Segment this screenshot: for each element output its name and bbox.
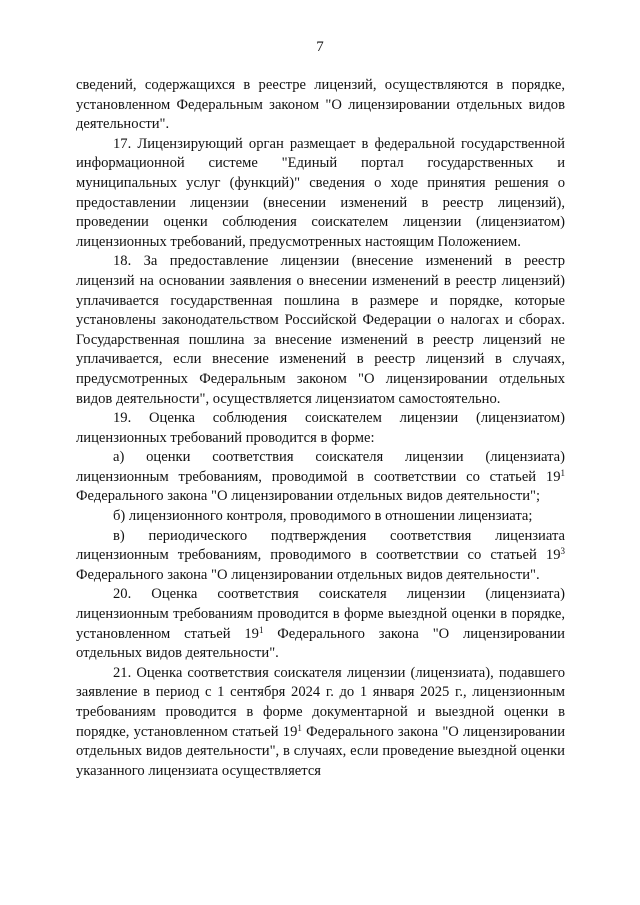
paragraph-21 (76, 664, 565, 782)
paragraph-19-v-tail: Федерального закона "О лицензировании отдельных видов деятельности". (76, 566, 540, 583)
paragraph-20 (76, 585, 565, 663)
paragraph-19-a (76, 448, 565, 507)
article-superscript: 1 (560, 467, 565, 478)
paragraph-19-v-text: в) периодического подтверждения соответствия лицензиата лицензионным требованиям, проводимого в соответствии со статьей 19 (76, 527, 565, 564)
paragraph-19: 19. Оценка соблюдения соискателем лицензии (лицензиатом) лицензионных требований проводится в форме: (76, 410, 565, 446)
paragraph-continuation: сведений, содержащихся в реестре лицензий, осуществляются в порядке, установленном Федеральным законом "О лицензировании отдельных видов деятельности". (76, 77, 565, 133)
page-number: 7 (316, 39, 324, 55)
paragraph-19-a-tail: Федерального закона "О лицензировании отдельных видов деятельности"; (76, 488, 541, 505)
document-body (76, 76, 565, 781)
paragraph-21-text: 21. Оценка соответствия соискателя лицензии (лицензиата), подавшего заявление в период с 1 сентября 2024 г. до 1 января 2025 г., лицензионным требованиям проводится в форме документарной и выездной оценки в порядке, установленном статьей 19 (76, 664, 565, 740)
paragraph-21-tail: Федерального закона "О лицензировании отдельных видов деятельности", в случаях, если проведение выездной оценки указанного лицензиата осуществляется (76, 723, 566, 779)
paragraph-19-v (76, 527, 565, 586)
paragraph-18: 18. За предоставление лицензии (внесение изменений в реестр лицензий на основании заявления о внесении изменений в реестр лицензий) уплачивается государственная пошлина в размере и порядке, которые установлены законодательством Российской Федерации о налогах и сборах. Государственная пошлина за внесение изменений в реестр лицензий не уплачивается, если внесение изменений в реестр лицензий в случаях, предусмотренных Федеральным законом "О лицензировании отдельных видов деятельности", осуществляется лицензиатом самостоятельно. (76, 253, 565, 407)
paragraph-17: 17. Лицензирующий орган размещает в федеральной государственной информационной системе "Единый портал государственных и муниципальных услуг (функций)" сведения о ходе принятия решения о предоставлении лицензии (внесении изменений в реестр лицензий), проведении оценки соблюдения соискателем лицензии (лицензиатом) лицензионных требований, предусмотренных настоящим Положением. (76, 135, 565, 250)
article-superscript: 3 (560, 546, 565, 557)
paragraph-20-tail: Федерального закона "О лицензировании отдельных видов деятельности". (76, 625, 565, 662)
article-superscript: 1 (258, 624, 264, 635)
paragraph-20-text: 20. Оценка соответствия соискателя лицензии (лицензиата) лицензионным требованиям проводится в форме выездной оценки в порядке, установленном статьей 19 (76, 586, 565, 642)
paragraph-19-b: б) лицензионного контроля, проводимого в отношении лицензиата; (113, 508, 533, 525)
article-superscript: 1 (297, 722, 302, 733)
paragraph-19-a-text: а) оценки соответствия соискателя лицензии (лицензиата) лицензионным требованиям, проводимой в соответствии со статьей 19 (76, 449, 565, 485)
